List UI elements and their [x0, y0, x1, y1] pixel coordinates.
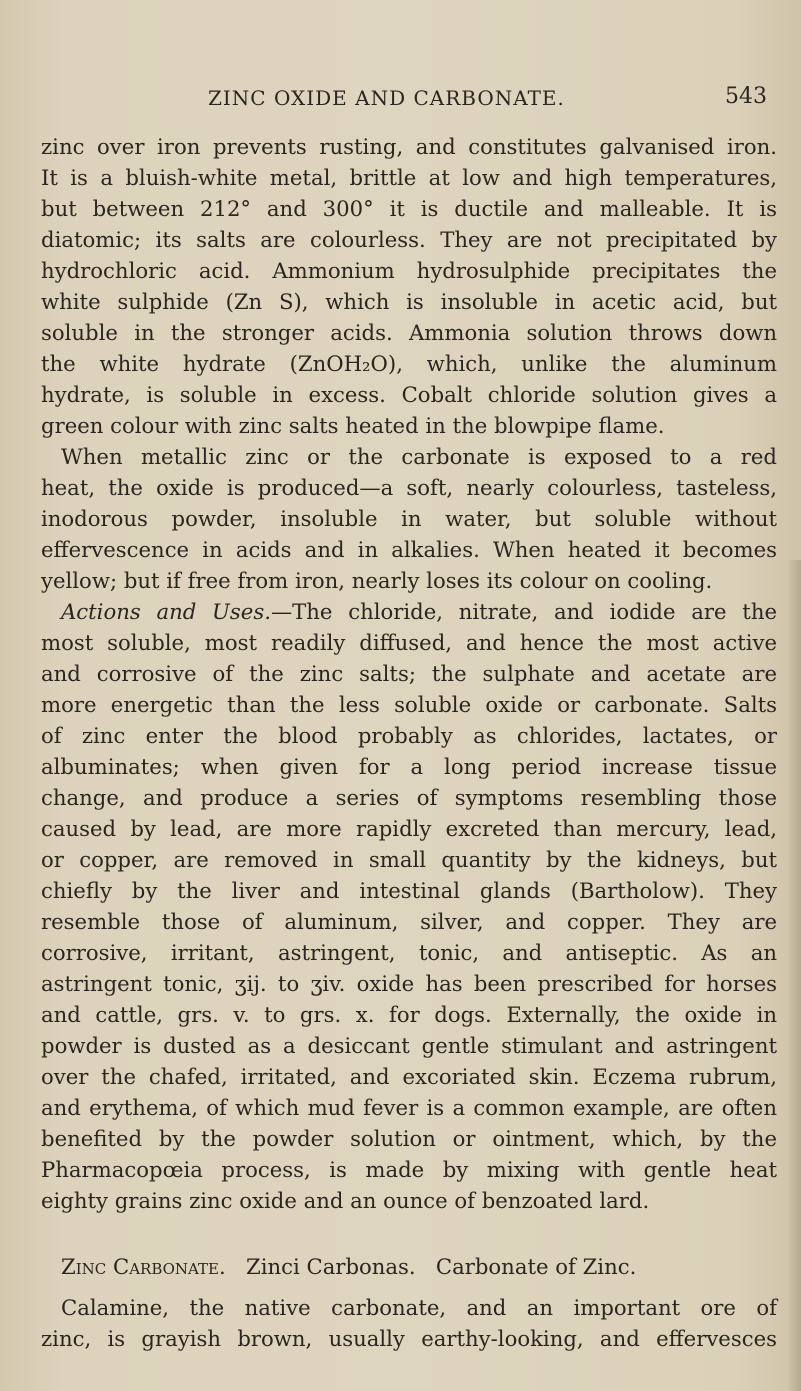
running-head: [0, 86, 801, 116]
paragraph-3-line: and corrosive of the zinc salts; the sulphate and acetate are: [41, 661, 777, 686]
paragraph-2-line: yellow; but if free from iron, nearly loses its colour on cooling.: [41, 568, 713, 593]
paragraph-1-line: zinc over iron prevents rusting, and constitutes galvanised iron.: [41, 134, 777, 159]
paragraph-3-line: of zinc enter the blood probably as chlorides, lactates, or: [41, 723, 777, 748]
zinc-carbonate-heading: [41, 1251, 777, 1282]
paragraph-2-line: effervescence in acids and in alkalies. When heated it becomes: [41, 537, 777, 562]
paragraph-4-line: Calamine, the native carbonate, and an important ore of: [61, 1295, 777, 1320]
paragraph-3-line: powder is dusted as a desiccant gentle stimulant and astringent: [41, 1033, 777, 1058]
paragraph-3-line: and erythema, of which mud fever is a common example, are often: [41, 1095, 777, 1120]
paragraph-3-line: change, and produce a series of symptoms resembling those: [41, 785, 777, 810]
page-number: 543: [725, 84, 767, 109]
paragraph-3-line: eighty grains zinc oxide and an ounce of benzoated lard.: [41, 1188, 650, 1213]
paragraph-1-line: It is a bluish-white metal, brittle at low and high temperatures,: [41, 165, 777, 190]
section-latin-name: Zinci Carbonas.: [245, 1254, 416, 1279]
paragraph-3-line: and cattle, grs. v. to grs. x. for dogs. Externally, the oxide in: [41, 1002, 777, 1027]
paragraph-2-line: inodorous powder, insoluble in water, but soluble without: [41, 506, 777, 531]
section-english-name: Carbonate of Zinc.: [435, 1254, 637, 1279]
paragraph-3-line: chiefly by the liver and intestinal glands (Bartholow). They: [41, 878, 777, 903]
paragraph-1-line: hydrate, is soluble in excess. Cobalt chloride solution gives a: [41, 382, 777, 407]
section-title: Zinc Carbonate.: [61, 1254, 226, 1279]
paragraph-3-line: albuminates; when given for a long period increase tissue: [41, 754, 777, 779]
paragraph-3-first-line-text: —The chloride, nitrate, and iodide are the: [270, 599, 778, 624]
paragraph-3-line: over the chafed, irritated, and excoriated skin. Eczema rubrum,: [41, 1064, 777, 1089]
paragraph-1-line: soluble in the stronger acids. Ammonia solution throws down: [41, 320, 777, 345]
paragraph-3-line: Pharmacopœia process, is made by mixing with gentle heat: [41, 1157, 777, 1182]
paragraph-3-line: caused by lead, are more rapidly excreted than mercury, lead,: [41, 816, 777, 841]
actions-and-uses-heading: Actions and Uses.: [61, 599, 271, 624]
paragraph-3-line: astringent tonic, ʒij. to ʒiv. oxide has been prescribed for horses: [41, 971, 777, 996]
section-gap: [41, 1216, 777, 1251]
paragraph-3-line: corrosive, irritant, astringent, tonic, and antiseptic. As an: [41, 940, 777, 965]
paragraph-3-line: most soluble, most readily diffused, and hence the most active: [41, 630, 777, 655]
paragraph-1-line: but between 212° and 300° it is ductile and malleable. It is: [41, 196, 777, 221]
paragraph-1-line: white sulphide (Zn S), which is insoluble in acetic acid, but: [41, 289, 777, 314]
paragraph-1-line: hydrochloric acid. Ammonium hydrosulphide precipitates the: [41, 258, 777, 283]
heading-gap: [41, 1282, 777, 1292]
paragraph-1-line: the white hydrate (ZnOH₂O), which, unlike the aluminum: [41, 351, 777, 376]
paragraph-3-line: benefited by the powder solution or ointment, which, by the: [41, 1126, 777, 1151]
paragraph-2-line: heat, the oxide is produced—a soft, nearly colourless, tasteless,: [41, 475, 777, 500]
body-text: [41, 131, 777, 1354]
paragraph-4-line: zinc, is grayish brown, usually earthy-looking, and effervesces: [41, 1326, 777, 1351]
paragraph-3-first-line: [41, 596, 777, 627]
running-head-title: ZINC OXIDE AND CARBONATE.: [208, 86, 565, 110]
paragraph-1-line: green colour with zinc salts heated in the blowpipe flame.: [41, 413, 665, 438]
paragraph-2-line: When metallic zinc or the carbonate is exposed to a red: [61, 444, 777, 469]
paragraph-3-line: more energetic than the less soluble oxide or carbonate. Salts: [41, 692, 777, 717]
paragraph-3-line: resemble those of aluminum, silver, and copper. They are: [41, 909, 777, 934]
paragraph-3-line: or copper, are removed in small quantity by the kidneys, but: [41, 847, 777, 872]
page-edge-shadow: [787, 560, 801, 1391]
paragraph-1-line: diatomic; its salts are colourless. They are not precipitated by: [41, 227, 777, 252]
